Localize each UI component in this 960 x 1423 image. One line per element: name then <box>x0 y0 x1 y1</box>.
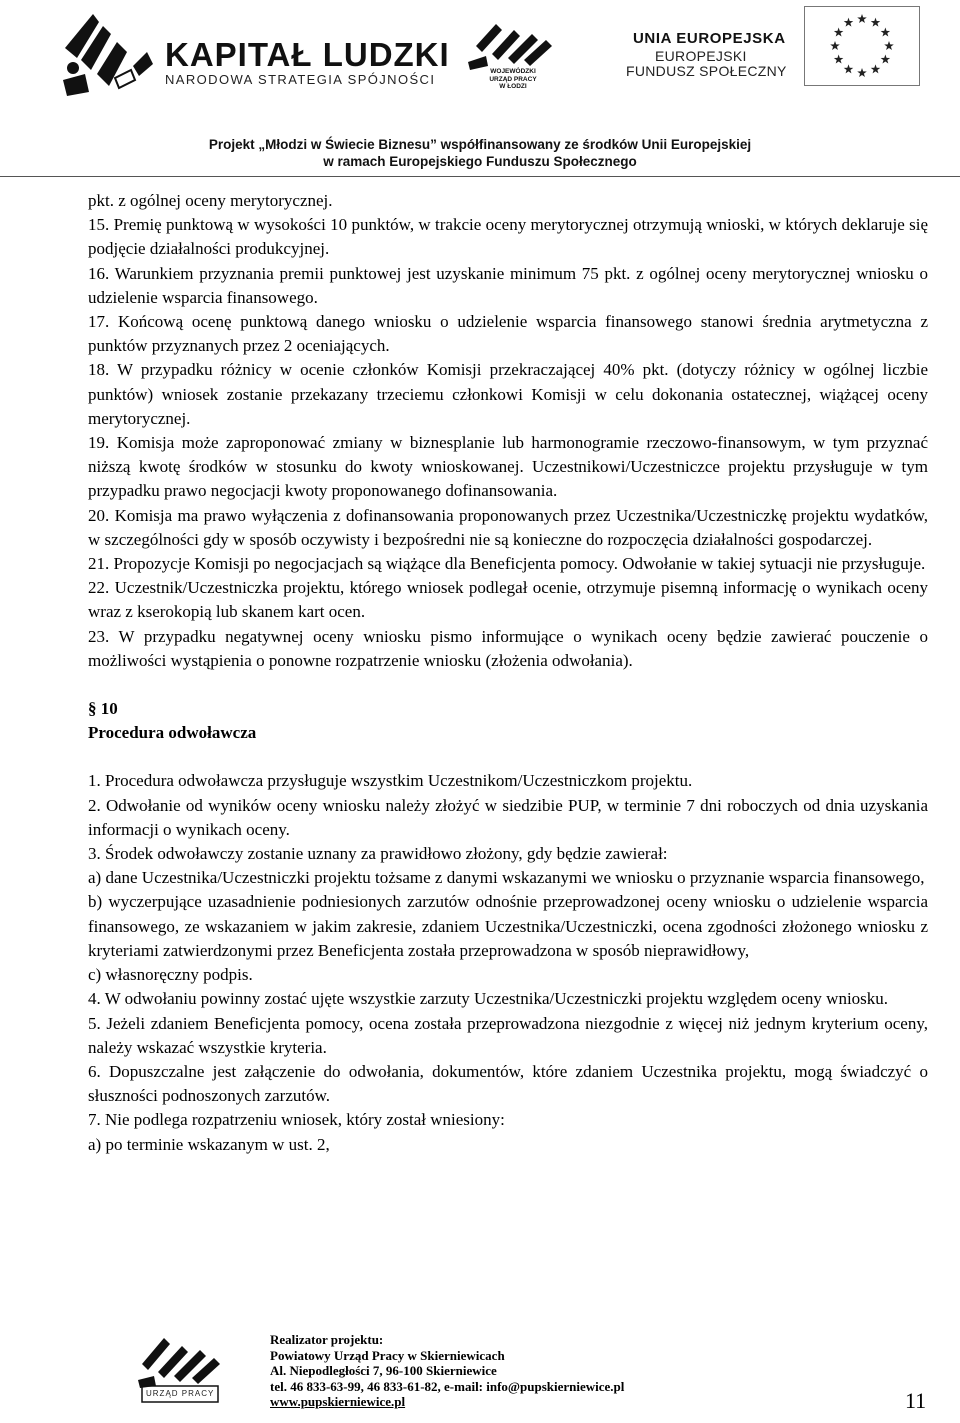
paragraph: 6. Dopuszczalne jest załączenie do odwołania, dokumentów, które zdaniem Uczestnika projektu, mogą świadczyć o słuszności podnoszonych zarzutów. <box>88 1061 928 1106</box>
page-header <box>0 0 960 178</box>
section-number: § 10 <box>88 699 118 719</box>
document-body <box>88 189 928 1157</box>
organization-name: Powiatowy Urząd Pracy w Skierniewicach <box>270 1347 505 1363</box>
paragraph: 17. Końcową ocenę punktową danego wniosku o udzielenie wsparcia finansowego stanowi średnia arytmetyczna z punktów przyznanych przez 2 oceniających. <box>88 312 928 356</box>
paragraph: 23. W przypadku negatywnej oceny wniosku pismo informujące o wynikach oceny będzie zawierać pouczenie o możliwości wystąpienia o ponowne rozpatrzenie wniosku (złożenia odwołania). <box>88 626 928 670</box>
urzad-pracy-logo-text: URZĄD PRACY <box>146 1389 215 1398</box>
paragraph: 3. Środek odwoławczy zostanie uznany za prawidłowo złożony, gdy będzie zawierał: <box>88 844 668 864</box>
project-title-line-1: Projekt „Młodzi w Świecie Biznesu” współfinansowany ze środków Unii Europejskiej <box>208 137 752 152</box>
project-title-line-2: w ramach Europejskiego Funduszu Społecznego <box>323 154 637 169</box>
ue-subtitle-2: FUNDUSZ SPOŁECZNY <box>626 63 787 79</box>
wup-lodz-text <box>472 68 554 91</box>
wup-line: WOJEWÓDZKI <box>490 68 536 75</box>
spacer <box>88 745 928 769</box>
ue-subtitle-1: EUROPEJSKI <box>655 48 747 64</box>
paragraph: 22. Uczestnik/Uczestniczka projektu, którego wniosek podlegał ocenie, otrzymuje pisemną informację o wynikach oceny wraz z kserokopią lub skanem kart ocen. <box>88 578 928 622</box>
paragraph: 5. Jeżeli zdaniem Beneficjenta pomocy, ocena została przeprowadzona niezgodnie z więcej niż jednym kryterium oceny, należy wskazać wszystkie kryteria. <box>88 1013 928 1057</box>
realizator-label: Realizator projektu: <box>270 1332 384 1347</box>
eu-flag-icon <box>804 6 920 86</box>
paragraph: a) po terminie wskazanym w ust. 2, <box>88 1134 330 1154</box>
urzad-pracy-logo-icon <box>134 1330 226 1410</box>
wup-line: URZĄD PRACY <box>489 75 537 83</box>
paragraph: 18. W przypadku różnicy w ocenie członków Komisji przekraczającej 40% pkt. (dotyczy różnicy w ogólnej liczbie punktów) wniosek zostanie przekazany trzeciemu członkowi Komisji w celu dokonania ostatecznej, wiążącej oceny merytorycznej. <box>88 360 928 428</box>
paragraph: 16. Warunkiem przyznania premii punktowej jest uzyskanie minimum 75 pkt. z ogólnej oceny merytorycznej wniosku o udzielenie wsparcia finansowego. <box>88 263 928 307</box>
section-title: Procedura odwoławcza <box>88 723 257 743</box>
spacer <box>88 673 928 697</box>
header-divider <box>0 176 960 177</box>
paragraph: 2. Odwołanie od wyników oceny wniosku należy złożyć w siedzibie PUP, w terminie 7 dni roboczych od dnia uzyskania informacji o wynikach oceny. <box>88 795 928 839</box>
paragraph: a) dane Uczestnika/Uczestniczki projektu tożsame z danymi wskazanymi we wniosku o przyznanie wsparcia finansowego, <box>88 868 925 888</box>
paragraph: pkt. z ogólnej oceny merytorycznej. <box>88 191 333 210</box>
paragraph: 4. W odwołaniu powinny zostać ujęte wszystkie zarzuty Uczestnika/Uczestniczki projektu względem oceny wniosku. <box>88 989 889 1009</box>
paragraph: b) wyczerpujące uzasadnienie podniesionych zarzutów odnośnie przeprowadzonej oceny wniosku o udzielenie wsparcia finansowego, ze wskazaniem w jakim zakresie, zdaniem Uczestnika/Uczestniczki, ocena zgodności złożonego wniosku z kryteriami zatwierdzonymi przez Beneficjenta została przeprowadzona w sposób nieprawidłowy, <box>88 892 928 960</box>
page-number: 11 <box>905 1388 927 1413</box>
paragraph: 19. Komisja może zaproponować zmiany w biznesplanie lub harmonogramie rzeczowo-finansowym, w tym przyznać niższą kwotę środków w stosunku do kwoty wnioskowanej. Uczestnikowi/Uczestniczce projektu przysługuje w tym przypadku prawo negocjacji kwoty proponowanego dofinansowania. <box>88 433 928 501</box>
paragraph: 20. Komisja ma prawo wyłączenia z dofinansowania proponowanych przez Uczestnika/Uczestniczkę projektu wydatków, w szczególności gdy w sposób oczywisty i bezpośredni nie są konieczne do rozpoczęcia działalności gospodarczej. <box>88 505 928 549</box>
website-link[interactable]: www.pupskierniewice.pl <box>270 1394 406 1410</box>
ue-title: UNIA EUROPEJSKA <box>633 30 786 47</box>
paragraph: 7. Nie podlega rozpatrzeniu wniosek, który został wniesiony: <box>88 1110 505 1130</box>
paragraph: 21. Propozycje Komisji po negocjacjach są wiążące dla Beneficjenta pomocy. Odwołanie w takiej sytuacji nie przysługuje. <box>88 554 926 574</box>
kapital-ludzki-subtitle: NARODOWA STRATEGIA SPÓJNOŚCI <box>165 72 436 87</box>
kapital-ludzki-logo-icon <box>55 8 160 100</box>
kapital-ludzki-title: KAPITAŁ LUDZKI <box>165 36 450 73</box>
wup-line: W ŁODZI <box>499 83 527 90</box>
paragraph: 15. Premię punktową w wysokości 10 punktów, w trakcie oceny merytorycznej otrzymują wnioski, w których deklaruje się podjęcie działalności produkcyjnej. <box>88 215 928 259</box>
organization-address: Al. Niepodległości 7, 96-100 Skierniewice <box>270 1363 497 1379</box>
paragraph: c) własnoręczny podpis. <box>88 965 253 985</box>
footer-info <box>270 1332 624 1410</box>
paragraph: 1. Procedura odwoławcza przysługuje wszystkim Uczestnikom/Uczestniczkom projektu. <box>88 771 693 791</box>
contact-info: tel. 46 833-63-99, 46 833-61-82, e-mail: info@pupskierniewice.pl <box>270 1378 625 1394</box>
